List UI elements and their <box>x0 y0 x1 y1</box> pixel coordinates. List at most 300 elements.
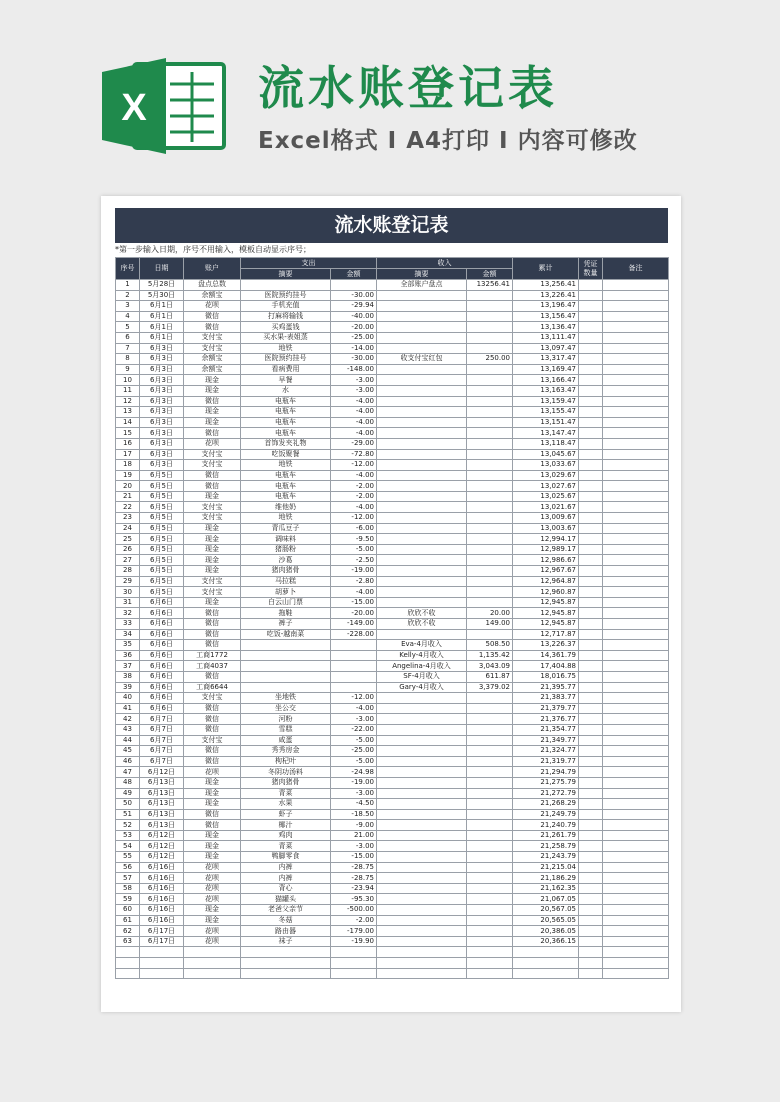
cell-remark[interactable] <box>603 756 669 767</box>
cell-income-summary[interactable] <box>377 375 467 386</box>
cell-expense-amount[interactable]: -12.00 <box>331 513 377 524</box>
cell-income-amount[interactable] <box>467 364 513 375</box>
cell-seq[interactable]: 49 <box>116 788 140 799</box>
cell-expense-amount[interactable]: -4.00 <box>331 703 377 714</box>
cell-seq[interactable]: 30 <box>116 587 140 598</box>
cell-voucher[interactable] <box>579 576 603 587</box>
cell-voucher[interactable] <box>579 862 603 873</box>
cell-voucher[interactable] <box>579 958 603 969</box>
cell-income-amount[interactable]: 13256.41 <box>467 280 513 291</box>
cell-seq[interactable]: 26 <box>116 544 140 555</box>
cell-voucher[interactable] <box>579 724 603 735</box>
cell-cumulative[interactable]: 21,240.79 <box>513 820 579 831</box>
cell-account[interactable]: 工商6644 <box>184 682 241 693</box>
cell-cumulative[interactable]: 21,275.79 <box>513 777 579 788</box>
cell-seq[interactable]: 20 <box>116 481 140 492</box>
cell-voucher[interactable] <box>579 693 603 704</box>
cell-income-summary[interactable] <box>377 862 467 873</box>
cell-account[interactable]: 现金 <box>184 841 241 852</box>
cell-income-amount[interactable] <box>467 936 513 947</box>
cell-date[interactable] <box>140 958 184 969</box>
cell-cumulative[interactable]: 21,186.29 <box>513 873 579 884</box>
cell-account[interactable]: 花呗 <box>184 438 241 449</box>
cell-cumulative[interactable]: 12,986.67 <box>513 555 579 566</box>
cell-expense-summary[interactable]: 电瓶车 <box>241 491 331 502</box>
cell-remark[interactable] <box>603 852 669 863</box>
cell-income-summary[interactable] <box>377 883 467 894</box>
cell-income-amount[interactable] <box>467 746 513 757</box>
cell-voucher[interactable] <box>579 947 603 958</box>
cell-account[interactable]: 微信 <box>184 714 241 725</box>
cell-seq[interactable]: 63 <box>116 936 140 947</box>
cell-income-amount[interactable] <box>467 703 513 714</box>
cell-expense-amount[interactable]: -4.00 <box>331 428 377 439</box>
cell-income-summary[interactable] <box>377 502 467 513</box>
cell-income-summary[interactable]: Angelina-4月收入 <box>377 661 467 672</box>
cell-remark[interactable] <box>603 619 669 630</box>
cell-voucher[interactable] <box>579 280 603 291</box>
cell-remark[interactable] <box>603 809 669 820</box>
cell-cumulative[interactable]: 14,361.79 <box>513 650 579 661</box>
cell-account[interactable]: 余额宝 <box>184 354 241 365</box>
cell-expense-summary[interactable]: 拖鞋 <box>241 608 331 619</box>
cell-account[interactable]: 余额宝 <box>184 364 241 375</box>
cell-cumulative[interactable]: 20,366.15 <box>513 936 579 947</box>
cell-income-amount[interactable] <box>467 799 513 810</box>
cell-cumulative[interactable]: 13,111.47 <box>513 332 579 343</box>
cell-income-summary[interactable] <box>377 311 467 322</box>
cell-account[interactable]: 支付宝 <box>184 332 241 343</box>
cell-date[interactable]: 6月3日 <box>140 385 184 396</box>
cell-seq[interactable]: 21 <box>116 491 140 502</box>
cell-remark[interactable] <box>603 936 669 947</box>
cell-voucher[interactable] <box>579 375 603 386</box>
cell-expense-summary[interactable]: 地铁 <box>241 343 331 354</box>
cell-cumulative[interactable]: 21,324.77 <box>513 746 579 757</box>
cell-account[interactable]: 微信 <box>184 724 241 735</box>
cell-remark[interactable] <box>603 417 669 428</box>
cell-date[interactable]: 6月6日 <box>140 608 184 619</box>
cell-date[interactable]: 6月16日 <box>140 883 184 894</box>
cell-account[interactable]: 微信 <box>184 396 241 407</box>
cell-income-amount[interactable] <box>467 481 513 492</box>
cell-cumulative[interactable]: 13,226.41 <box>513 290 579 301</box>
cell-expense-amount[interactable]: -9.00 <box>331 820 377 831</box>
cell-voucher[interactable] <box>579 905 603 916</box>
cell-income-amount[interactable] <box>467 576 513 587</box>
cell-remark[interactable] <box>603 438 669 449</box>
cell-income-amount[interactable] <box>467 629 513 640</box>
cell-voucher[interactable] <box>579 830 603 841</box>
cell-remark[interactable] <box>603 534 669 545</box>
cell-voucher[interactable] <box>579 661 603 672</box>
cell-voucher[interactable] <box>579 915 603 926</box>
cell-seq[interactable]: 56 <box>116 862 140 873</box>
cell-remark[interactable] <box>603 587 669 598</box>
cell-expense-summary[interactable]: 老爸父亲节 <box>241 905 331 916</box>
cell-expense-amount[interactable]: -9.50 <box>331 534 377 545</box>
cell-expense-summary[interactable]: 电瓶车 <box>241 407 331 418</box>
cell-seq[interactable]: 61 <box>116 915 140 926</box>
cell-income-summary[interactable]: SF-4月收入 <box>377 671 467 682</box>
cell-date[interactable]: 6月16日 <box>140 905 184 916</box>
cell-voucher[interactable] <box>579 438 603 449</box>
cell-seq[interactable]: 10 <box>116 375 140 386</box>
cell-cumulative[interactable]: 21,215.04 <box>513 862 579 873</box>
cell-seq[interactable]: 16 <box>116 438 140 449</box>
cell-expense-summary[interactable]: 早餐 <box>241 375 331 386</box>
cell-remark[interactable] <box>603 873 669 884</box>
cell-income-amount[interactable] <box>467 438 513 449</box>
cell-expense-summary[interactable]: 虾子 <box>241 809 331 820</box>
cell-income-summary[interactable] <box>377 693 467 704</box>
cell-date[interactable]: 6月5日 <box>140 587 184 598</box>
cell-voucher[interactable] <box>579 809 603 820</box>
cell-income-summary[interactable] <box>377 523 467 534</box>
cell-income-summary[interactable] <box>377 852 467 863</box>
cell-account[interactable]: 微信 <box>184 809 241 820</box>
cell-voucher[interactable] <box>579 894 603 905</box>
cell-account[interactable]: 花呗 <box>184 767 241 778</box>
cell-account[interactable]: 现金 <box>184 407 241 418</box>
cell-remark[interactable] <box>603 883 669 894</box>
cell-date[interactable]: 6月16日 <box>140 915 184 926</box>
cell-remark[interactable] <box>603 544 669 555</box>
cell-income-summary[interactable] <box>377 841 467 852</box>
cell-remark[interactable] <box>603 746 669 757</box>
cell-voucher[interactable] <box>579 714 603 725</box>
cell-expense-amount[interactable]: -4.00 <box>331 407 377 418</box>
cell-account[interactable]: 微信 <box>184 481 241 492</box>
cell-seq[interactable]: 11 <box>116 385 140 396</box>
cell-date[interactable]: 6月3日 <box>140 375 184 386</box>
cell-date[interactable]: 6月3日 <box>140 343 184 354</box>
cell-seq[interactable]: 27 <box>116 555 140 566</box>
cell-seq[interactable]: 48 <box>116 777 140 788</box>
cell-account[interactable]: 支付宝 <box>184 449 241 460</box>
cell-income-summary[interactable] <box>377 566 467 577</box>
cell-date[interactable]: 6月6日 <box>140 640 184 651</box>
cell-expense-amount[interactable]: -15.00 <box>331 852 377 863</box>
cell-account[interactable] <box>184 968 241 979</box>
cell-income-summary[interactable] <box>377 438 467 449</box>
cell-income-summary[interactable] <box>377 301 467 312</box>
cell-expense-summary[interactable]: 电瓶车 <box>241 428 331 439</box>
cell-seq[interactable]: 36 <box>116 650 140 661</box>
cell-remark[interactable] <box>603 576 669 587</box>
cell-remark[interactable] <box>603 915 669 926</box>
cell-date[interactable]: 6月17日 <box>140 926 184 937</box>
cell-seq[interactable]: 52 <box>116 820 140 831</box>
cell-income-amount[interactable] <box>467 385 513 396</box>
cell-seq[interactable]: 2 <box>116 290 140 301</box>
cell-cumulative[interactable]: 21,383.77 <box>513 693 579 704</box>
cell-income-summary[interactable] <box>377 576 467 587</box>
cell-date[interactable]: 6月5日 <box>140 513 184 524</box>
cell-date[interactable]: 6月6日 <box>140 597 184 608</box>
cell-date[interactable]: 6月3日 <box>140 428 184 439</box>
cell-income-amount[interactable] <box>467 724 513 735</box>
cell-voucher[interactable] <box>579 873 603 884</box>
cell-voucher[interactable] <box>579 883 603 894</box>
cell-account[interactable]: 现金 <box>184 597 241 608</box>
cell-remark[interactable] <box>603 502 669 513</box>
cell-expense-summary[interactable]: 坐公交 <box>241 703 331 714</box>
cell-remark[interactable] <box>603 777 669 788</box>
cell-income-summary[interactable]: 欣欣不收 <box>377 619 467 630</box>
cell-income-summary[interactable] <box>377 809 467 820</box>
cell-expense-amount[interactable]: -30.00 <box>331 290 377 301</box>
cell-remark[interactable] <box>603 894 669 905</box>
cell-remark[interactable] <box>603 629 669 640</box>
cell-account[interactable]: 微信 <box>184 746 241 757</box>
cell-income-amount[interactable] <box>467 407 513 418</box>
cell-voucher[interactable] <box>579 936 603 947</box>
cell-remark[interactable] <box>603 841 669 852</box>
cell-income-summary[interactable] <box>377 915 467 926</box>
cell-account[interactable]: 现金 <box>184 799 241 810</box>
cell-income-amount[interactable] <box>467 597 513 608</box>
cell-account[interactable]: 余额宝 <box>184 290 241 301</box>
cell-expense-summary[interactable]: 地铁 <box>241 460 331 471</box>
cell-income-summary[interactable] <box>377 799 467 810</box>
cell-expense-amount[interactable]: -2.80 <box>331 576 377 587</box>
cell-income-summary[interactable] <box>377 830 467 841</box>
cell-expense-summary[interactable]: 鸡肉 <box>241 830 331 841</box>
cell-voucher[interactable] <box>579 756 603 767</box>
cell-seq[interactable]: 33 <box>116 619 140 630</box>
cell-seq[interactable]: 32 <box>116 608 140 619</box>
cell-income-amount[interactable] <box>467 830 513 841</box>
cell-income-amount[interactable] <box>467 513 513 524</box>
cell-seq[interactable]: 43 <box>116 724 140 735</box>
cell-seq[interactable]: 46 <box>116 756 140 767</box>
cell-account[interactable]: 支付宝 <box>184 587 241 598</box>
cell-remark[interactable] <box>603 364 669 375</box>
cell-expense-summary[interactable] <box>241 947 331 958</box>
cell-voucher[interactable] <box>579 703 603 714</box>
cell-voucher[interactable] <box>579 735 603 746</box>
cell-income-amount[interactable] <box>467 714 513 725</box>
cell-income-summary[interactable] <box>377 777 467 788</box>
cell-account[interactable]: 现金 <box>184 566 241 577</box>
cell-cumulative[interactable]: 13,196.47 <box>513 301 579 312</box>
cell-seq[interactable]: 38 <box>116 671 140 682</box>
cell-cumulative[interactable]: 21,395.77 <box>513 682 579 693</box>
cell-expense-summary[interactable]: 鸭脚零食 <box>241 852 331 863</box>
cell-account[interactable]: 现金 <box>184 830 241 841</box>
cell-expense-amount[interactable]: -5.00 <box>331 756 377 767</box>
cell-expense-summary[interactable]: 电瓶车 <box>241 417 331 428</box>
cell-seq[interactable]: 14 <box>116 417 140 428</box>
cell-cumulative[interactable]: 20,565.05 <box>513 915 579 926</box>
cell-date[interactable]: 6月1日 <box>140 332 184 343</box>
cell-seq[interactable]: 59 <box>116 894 140 905</box>
cell-expense-summary[interactable]: 枸杞叶 <box>241 756 331 767</box>
cell-cumulative[interactable]: 12,994.17 <box>513 534 579 545</box>
cell-income-amount[interactable] <box>467 502 513 513</box>
cell-date[interactable]: 6月5日 <box>140 555 184 566</box>
cell-income-amount[interactable] <box>467 809 513 820</box>
cell-date[interactable]: 6月3日 <box>140 396 184 407</box>
cell-account[interactable]: 微信 <box>184 756 241 767</box>
cell-remark[interactable] <box>603 608 669 619</box>
cell-expense-amount[interactable]: -28.75 <box>331 873 377 884</box>
cell-expense-summary[interactable]: 椰汁 <box>241 820 331 831</box>
cell-seq[interactable]: 54 <box>116 841 140 852</box>
cell-date[interactable]: 6月1日 <box>140 311 184 322</box>
cell-remark[interactable] <box>603 375 669 386</box>
cell-expense-amount[interactable]: -28.75 <box>331 862 377 873</box>
cell-expense-amount[interactable]: -23.94 <box>331 883 377 894</box>
cell-income-summary[interactable] <box>377 926 467 937</box>
cell-seq[interactable]: 12 <box>116 396 140 407</box>
cell-seq[interactable]: 58 <box>116 883 140 894</box>
cell-income-amount[interactable] <box>467 534 513 545</box>
cell-cumulative[interactable]: 21,319.77 <box>513 756 579 767</box>
cell-voucher[interactable] <box>579 449 603 460</box>
cell-date[interactable]: 6月6日 <box>140 629 184 640</box>
cell-expense-summary[interactable]: 吃饭-越南菜 <box>241 629 331 640</box>
cell-remark[interactable] <box>603 460 669 471</box>
cell-expense-summary[interactable]: 冬阴功汤料 <box>241 767 331 778</box>
cell-remark[interactable] <box>603 428 669 439</box>
cell-expense-amount[interactable]: -2.00 <box>331 491 377 502</box>
cell-expense-summary[interactable]: 吃饭聚餐 <box>241 449 331 460</box>
cell-seq[interactable]: 19 <box>116 470 140 481</box>
cell-income-amount[interactable] <box>467 777 513 788</box>
cell-seq[interactable] <box>116 958 140 969</box>
cell-voucher[interactable] <box>579 364 603 375</box>
cell-expense-summary[interactable]: 首饰发夹礼物 <box>241 438 331 449</box>
cell-seq[interactable]: 57 <box>116 873 140 884</box>
cell-remark[interactable] <box>603 311 669 322</box>
cell-account[interactable]: 微信 <box>184 428 241 439</box>
cell-income-amount[interactable] <box>467 343 513 354</box>
cell-expense-amount[interactable]: -20.00 <box>331 322 377 333</box>
cell-seq[interactable]: 51 <box>116 809 140 820</box>
cell-income-summary[interactable] <box>377 385 467 396</box>
cell-income-amount[interactable] <box>467 396 513 407</box>
cell-account[interactable]: 微信 <box>184 629 241 640</box>
cell-income-amount[interactable] <box>467 841 513 852</box>
cell-voucher[interactable] <box>579 523 603 534</box>
cell-remark[interactable] <box>603 905 669 916</box>
cell-expense-amount[interactable]: -5.00 <box>331 735 377 746</box>
cell-expense-summary[interactable]: 袜子 <box>241 936 331 947</box>
cell-income-amount[interactable] <box>467 905 513 916</box>
cell-expense-amount[interactable] <box>331 947 377 958</box>
cell-income-amount[interactable] <box>467 735 513 746</box>
cell-seq[interactable]: 15 <box>116 428 140 439</box>
cell-account[interactable]: 支付宝 <box>184 735 241 746</box>
cell-expense-summary[interactable]: 冬菇 <box>241 915 331 926</box>
cell-expense-summary[interactable]: 医院预约挂号 <box>241 354 331 365</box>
cell-remark[interactable] <box>603 714 669 725</box>
cell-account[interactable]: 微信 <box>184 322 241 333</box>
cell-date[interactable]: 6月7日 <box>140 756 184 767</box>
cell-cumulative[interactable]: 13,151.47 <box>513 417 579 428</box>
cell-income-amount[interactable]: 3,379.02 <box>467 682 513 693</box>
cell-expense-amount[interactable]: -6.00 <box>331 523 377 534</box>
cell-income-amount[interactable] <box>467 947 513 958</box>
cell-date[interactable]: 6月12日 <box>140 830 184 841</box>
cell-expense-amount[interactable] <box>331 280 377 291</box>
cell-expense-summary[interactable]: 水 <box>241 385 331 396</box>
cell-expense-amount[interactable]: -15.00 <box>331 597 377 608</box>
cell-cumulative[interactable]: 13,163.47 <box>513 385 579 396</box>
cell-expense-summary[interactable]: 电瓶车 <box>241 481 331 492</box>
cell-income-summary[interactable] <box>377 714 467 725</box>
cell-account[interactable]: 现金 <box>184 417 241 428</box>
cell-remark[interactable] <box>603 523 669 534</box>
cell-income-amount[interactable] <box>467 544 513 555</box>
cell-income-summary[interactable] <box>377 343 467 354</box>
cell-account[interactable]: 现金 <box>184 905 241 916</box>
cell-seq[interactable]: 39 <box>116 682 140 693</box>
cell-date[interactable]: 6月5日 <box>140 544 184 555</box>
cell-expense-amount[interactable]: -19.00 <box>331 566 377 577</box>
cell-income-amount[interactable] <box>467 375 513 386</box>
cell-income-summary[interactable] <box>377 322 467 333</box>
cell-expense-summary[interactable]: 猪肉猪骨 <box>241 777 331 788</box>
cell-income-amount[interactable]: 20.00 <box>467 608 513 619</box>
cell-expense-amount[interactable]: -14.00 <box>331 343 377 354</box>
cell-account[interactable] <box>184 947 241 958</box>
cell-expense-amount[interactable] <box>331 640 377 651</box>
cell-cumulative[interactable]: 13,159.47 <box>513 396 579 407</box>
cell-expense-amount[interactable]: -3.00 <box>331 841 377 852</box>
cell-expense-summary[interactable]: 调味料 <box>241 534 331 545</box>
cell-date[interactable]: 6月5日 <box>140 491 184 502</box>
cell-date[interactable]: 6月6日 <box>140 703 184 714</box>
cell-cumulative[interactable]: 13,169.47 <box>513 364 579 375</box>
cell-cumulative[interactable]: 20,386.05 <box>513 926 579 937</box>
cell-remark[interactable] <box>603 735 669 746</box>
cell-date[interactable]: 6月5日 <box>140 502 184 513</box>
cell-date[interactable]: 6月3日 <box>140 460 184 471</box>
cell-date[interactable]: 6月3日 <box>140 449 184 460</box>
cell-account[interactable]: 现金 <box>184 852 241 863</box>
cell-date[interactable]: 6月3日 <box>140 407 184 418</box>
cell-income-summary[interactable] <box>377 428 467 439</box>
cell-income-amount[interactable] <box>467 332 513 343</box>
cell-expense-summary[interactable]: 维他奶 <box>241 502 331 513</box>
cell-cumulative[interactable]: 12,945.87 <box>513 597 579 608</box>
cell-seq[interactable]: 18 <box>116 460 140 471</box>
cell-remark[interactable] <box>603 820 669 831</box>
cell-cumulative[interactable]: 20,567.05 <box>513 905 579 916</box>
cell-income-amount[interactable]: 250.00 <box>467 354 513 365</box>
cell-remark[interactable] <box>603 968 669 979</box>
cell-cumulative[interactable]: 12,945.87 <box>513 619 579 630</box>
cell-account[interactable]: 花呗 <box>184 301 241 312</box>
cell-voucher[interactable] <box>579 629 603 640</box>
cell-expense-amount[interactable]: -29.94 <box>331 301 377 312</box>
cell-income-summary[interactable] <box>377 396 467 407</box>
cell-expense-amount[interactable]: -22.00 <box>331 724 377 735</box>
cell-account[interactable]: 现金 <box>184 555 241 566</box>
cell-seq[interactable]: 5 <box>116 322 140 333</box>
cell-cumulative[interactable]: 21,249.79 <box>513 809 579 820</box>
cell-seq[interactable]: 13 <box>116 407 140 418</box>
cell-expense-summary[interactable]: 沙葛 <box>241 555 331 566</box>
cell-income-amount[interactable] <box>467 290 513 301</box>
cell-expense-summary[interactable] <box>241 671 331 682</box>
cell-date[interactable]: 6月12日 <box>140 841 184 852</box>
cell-expense-amount[interactable]: -12.00 <box>331 460 377 471</box>
cell-account[interactable]: 工商4037 <box>184 661 241 672</box>
